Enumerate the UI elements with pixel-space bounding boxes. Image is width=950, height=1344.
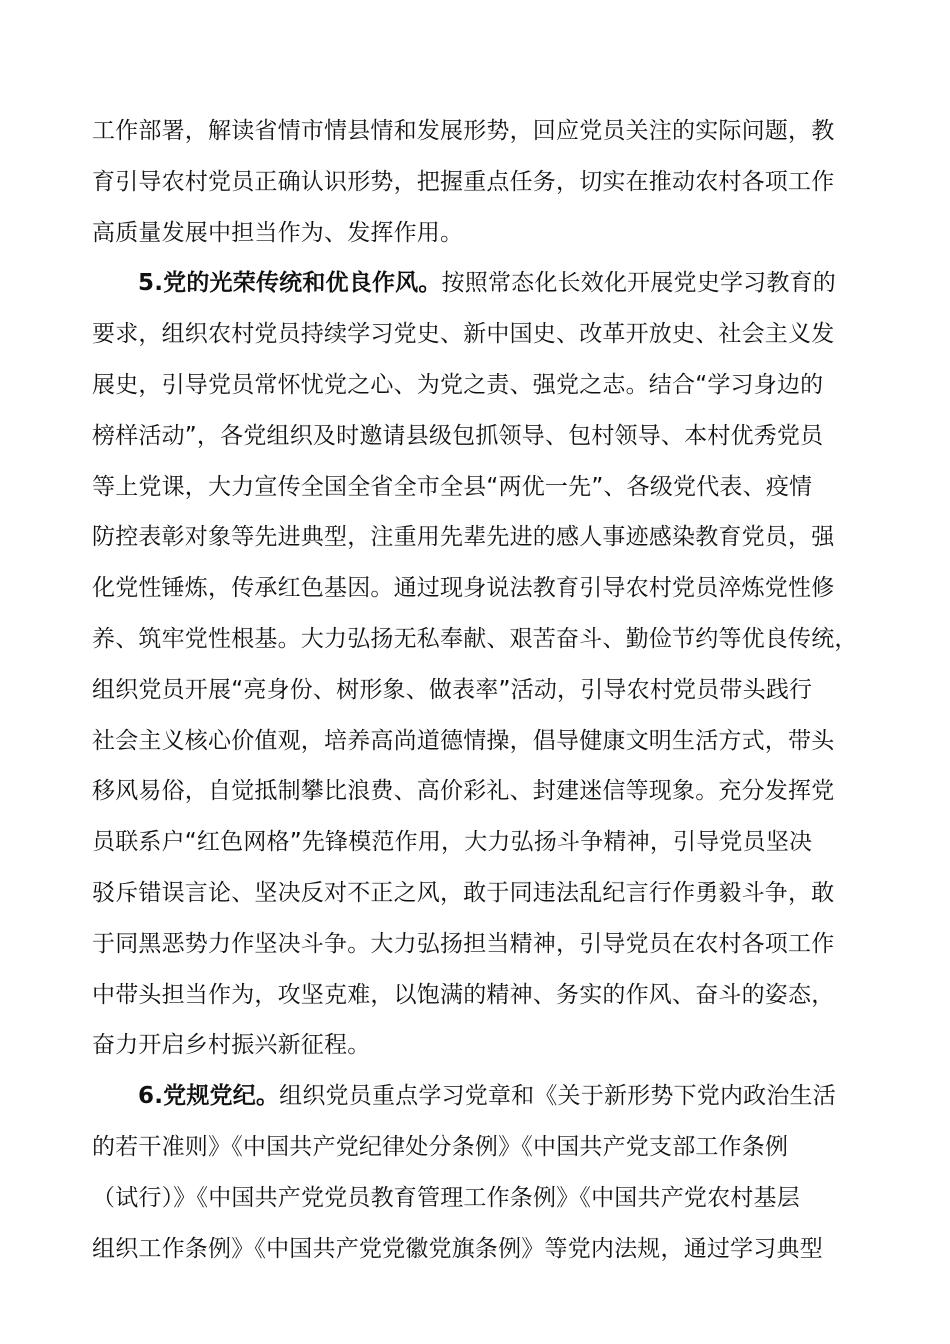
body-line: 等上党课，大力宣传全国全省全市全县“两优一先”、各级党代表、疫情 (92, 473, 813, 500)
body-line: 化党性锤炼，传承红色基因。通过现身说法教育引导农村党员淬炼党性修 (92, 575, 835, 602)
document-body (92, 106, 860, 1274)
section-5-heading: 5.党的光荣传统和优良作风。 (138, 270, 442, 297)
section-5-first-line (92, 258, 860, 309)
body-line: 移风易俗，自觉抵制攀比浪费、高价彩礼、封建迷信等现象。充分发挥党 (92, 778, 835, 805)
body-line: 组织党员开展“亮身份、树形象、做表率”活动，引导农村党员带头践行 (92, 676, 813, 703)
body-line: 于同黑恶势力作坚决斗争。大力弘扬担当精神，引导党员在农村各项工作 (92, 930, 835, 957)
body-line: 的若干准则》《中国共产党纪律处分条例》《中国共产党支部工作条例 (92, 1133, 789, 1160)
body-line: 工作部署，解读省情市情县情和发展形势，回应党员关注的实际问题，教 (92, 118, 835, 144)
body-line: 中带头担当作为，攻坚克难，以饱满的精神、务实的作风、奋斗的姿态， (92, 981, 835, 1008)
section-6-heading: 6.党规党纪。 (138, 1083, 280, 1110)
section-6-first-line-text: 组织党员重点学习党章和《关于新形势下党内政治生活 (279, 1083, 836, 1110)
body-line: 养、筑牢党性根基。大力弘扬无私奉献、艰苦奋斗、勤俭节约等优良传统， (92, 625, 858, 652)
body-line: 驳斥错误言论、坚决反对不正之风，敢于同违法乱纪言行作勇毅斗争，敢 (92, 879, 835, 906)
body-line: 榜样活动”，各党组织及时邀请县级包抓领导、包村领导、本村优秀党员 (92, 422, 824, 449)
body-line: （试行）》《中国共产党党员教育管理工作条例》《中国共产党农村基层 (92, 1184, 800, 1211)
body-line: 奋力开启乡村振兴新征程。 (92, 1032, 371, 1059)
body-line: 育引导农村党员正确认识形势，把握重点任务，切实在推动农村各项工作 (92, 168, 835, 195)
body-line: 员联系户“红色网格”先锋模范作用，大力弘扬斗争精神，引导党员坚决 (92, 829, 813, 856)
body-line: 高质量发展中担当作为、发挥作用。 (92, 219, 464, 246)
body-line: 要求，组织农村党员持续学习党史、新中国史、改革开放史、社会主义发 (92, 321, 835, 348)
body-line: 组织工作条例》《中国共产党党徽党旗条例》等党内法规，通过学习典型 (92, 1235, 823, 1262)
body-line: 防控表彰对象等先进典型，注重用先辈先进的感人事迹感染教育党员，强 (92, 524, 835, 551)
section-5-first-line-text: 按照常态化长效化开展党史学习教育的 (441, 270, 836, 297)
body-line: 社会主义核心价值观，培养高尚道德情操，倡导健康文明生活方式，带头 (92, 727, 835, 754)
body-line: 展史，引导党员常怀忧党之心、为党之责、强党之志。结合“学习身边的 (92, 371, 824, 398)
section-6-first-line (92, 1071, 860, 1122)
